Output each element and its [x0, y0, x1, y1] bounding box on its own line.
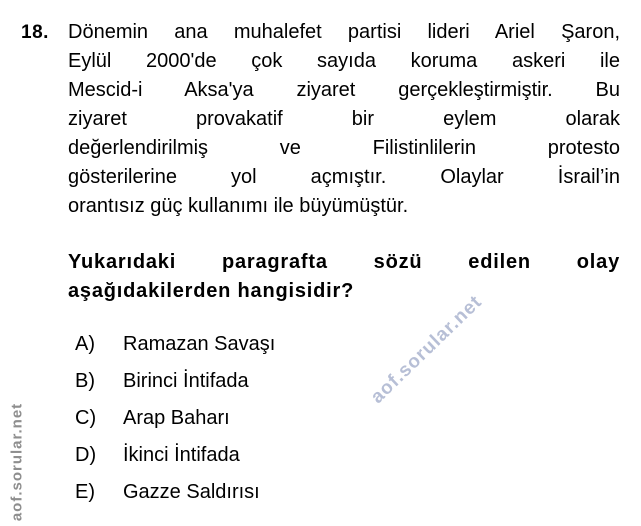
option-text: Arap Baharı [123, 407, 230, 429]
watermark-diagonal: aof.sorular.net [366, 291, 487, 408]
paragraph-line: Eylül 2000'de çok sayıda koruma askeri ile [68, 50, 620, 72]
paragraph-line: değerlendirilmiş ve Filistinlilerin protesto [68, 137, 620, 159]
watermark-side: aof.sorular.net [8, 402, 26, 522]
options-list [75, 333, 555, 518]
option-row-b[interactable] [75, 370, 555, 407]
paragraph-line: Mescid-i Aksa'ya ziyaret gerçekleştirmiştir. Bu [68, 79, 620, 101]
question-number: 18. [21, 22, 49, 43]
option-letter: B) [75, 370, 95, 392]
option-row-c[interactable] [75, 407, 555, 444]
question-paragraph [68, 18, 620, 221]
question-stem [68, 248, 620, 306]
option-text: Birinci İntifada [123, 370, 249, 392]
paragraph-line: orantısız güç kullanımı ile büyümüştür. [68, 195, 409, 217]
option-letter: C) [75, 407, 97, 429]
paragraph-line: ziyaret provakatif bir eylem olarak [68, 108, 620, 130]
stem-line: Yukarıdaki paragrafta sözü edilen olay [68, 251, 620, 273]
stem-line: aşağıdakilerden hangisidir? [68, 280, 355, 302]
option-row-d[interactable] [75, 444, 555, 481]
option-letter: E) [75, 481, 95, 503]
option-text: Gazze Saldırısı [123, 481, 260, 503]
option-row-e[interactable] [75, 481, 555, 518]
option-text: İkinci İntifada [123, 444, 240, 466]
option-letter: A) [75, 333, 95, 355]
option-letter: D) [75, 444, 97, 466]
option-row-a[interactable] [75, 333, 555, 370]
option-text: Ramazan Savaşı [123, 333, 276, 355]
paragraph-line: gösterilerine yol açmıştır. Olaylar İsrail’in [68, 166, 620, 188]
paragraph-line: Dönemin ana muhalefet partisi lideri Ariel Şaron, [68, 21, 620, 43]
